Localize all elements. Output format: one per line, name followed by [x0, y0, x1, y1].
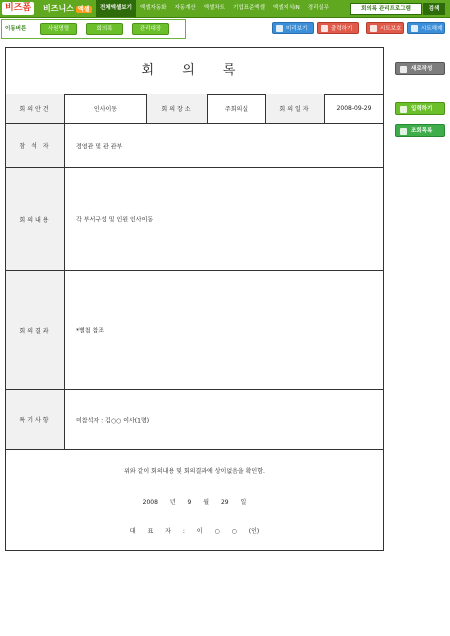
attendees-row — [6, 124, 383, 168]
nav-all-excel[interactable]: 전체엑셀보기 — [96, 0, 136, 17]
nav-accounting[interactable]: 경리실무 — [307, 5, 330, 11]
agenda-label: 회의안건 — [6, 94, 65, 123]
lock-icon — [370, 25, 377, 32]
date-value[interactable]: 2008-09-29 — [336, 105, 372, 112]
search-button[interactable]: 검색 — [423, 3, 445, 15]
result-value[interactable]: *별첨 참조 — [76, 327, 105, 335]
nav-excel-automation[interactable]: 엑셀자동화 — [139, 5, 167, 11]
sheet-protect-button[interactable] — [366, 22, 404, 34]
business-logo-text: 비즈니스 — [43, 4, 74, 13]
print-label: 출력하기 — [331, 26, 353, 32]
notes-value[interactable]: 미참석자 : 김○○ 이사(1명) — [76, 417, 150, 424]
document-date: 2008 년 9 월 29 일 — [142, 499, 247, 506]
minutes-button[interactable]: 회의록 — [86, 23, 123, 35]
nav-excel-chart[interactable]: 엑셀차트 — [203, 5, 225, 11]
result-label: 회의결과 — [6, 271, 65, 389]
result-row — [6, 271, 383, 390]
input-label: 입력하기 — [411, 106, 433, 112]
preview-icon — [276, 25, 283, 32]
main-nav — [96, 0, 333, 17]
place-value[interactable]: 주회의실 — [208, 94, 266, 123]
content-value[interactable]: 각 부서구성 및 인원 인사이동 — [76, 216, 154, 224]
nav-auto-calc[interactable]: 자동계산 — [174, 5, 196, 11]
sheet-protect-label: 시트보호 — [380, 26, 402, 32]
print-button[interactable] — [317, 22, 359, 34]
preview-label: 미리보기 — [286, 26, 308, 32]
input-icon — [400, 106, 407, 113]
list-icon — [400, 128, 407, 135]
list-view-label: 조회목록 — [411, 128, 433, 134]
new-entry-button[interactable] — [395, 62, 445, 75]
input-button[interactable] — [395, 102, 445, 115]
employee-list-button[interactable]: 사원명렬 — [40, 23, 77, 35]
meeting-info-row — [6, 94, 383, 124]
content-label: 회의내용 — [6, 168, 65, 270]
minutes-document — [5, 47, 384, 551]
bizform-logo[interactable]: 비즈폼 — [2, 2, 34, 15]
attendees-value[interactable]: 경영관 및 관 관부 — [76, 143, 123, 150]
top-nav-bar — [0, 0, 450, 18]
move-buttons-label: 이동버튼 — [5, 26, 27, 32]
preview-button[interactable] — [272, 22, 314, 34]
business-logo[interactable] — [40, 2, 95, 15]
excel-logo-tag: 엑셀 — [77, 6, 90, 13]
confirmation-text: 위와 같이 회의내용 및 회의결과에 상이없음을 확인함. — [124, 468, 265, 475]
ledger-button[interactable]: 관리대장 — [132, 23, 169, 35]
sheet-unprotect-button[interactable] — [407, 22, 445, 34]
nav-standard-excel[interactable]: 기업표준엑셀 — [233, 5, 265, 11]
nav-excel-knowledge[interactable]: 엑셀지식iN — [272, 5, 300, 11]
move-buttons-group — [1, 19, 186, 39]
content-row — [6, 168, 383, 271]
search-input[interactable]: 회의록 관리프로그램 — [350, 3, 422, 15]
agenda-value[interactable]: 인사이동 — [65, 94, 147, 123]
date-label: 회의일자 — [266, 94, 325, 123]
new-document-icon — [400, 66, 407, 73]
notes-label: 특기사항 — [6, 390, 65, 449]
print-icon — [321, 25, 328, 32]
place-label: 회의장소 — [147, 94, 208, 123]
document-title: 회 의 록 — [6, 48, 383, 95]
list-view-button[interactable] — [395, 124, 445, 137]
representative-signature: 대 표 자 : 이 ○ ○ (인) — [129, 528, 260, 535]
unlock-icon — [411, 25, 418, 32]
notes-row — [6, 390, 383, 450]
attendees-label: 참 석 자 — [6, 124, 65, 167]
sheet-unprotect-label: 시트해제 — [421, 26, 443, 32]
new-entry-label: 새로작성 — [411, 66, 433, 72]
